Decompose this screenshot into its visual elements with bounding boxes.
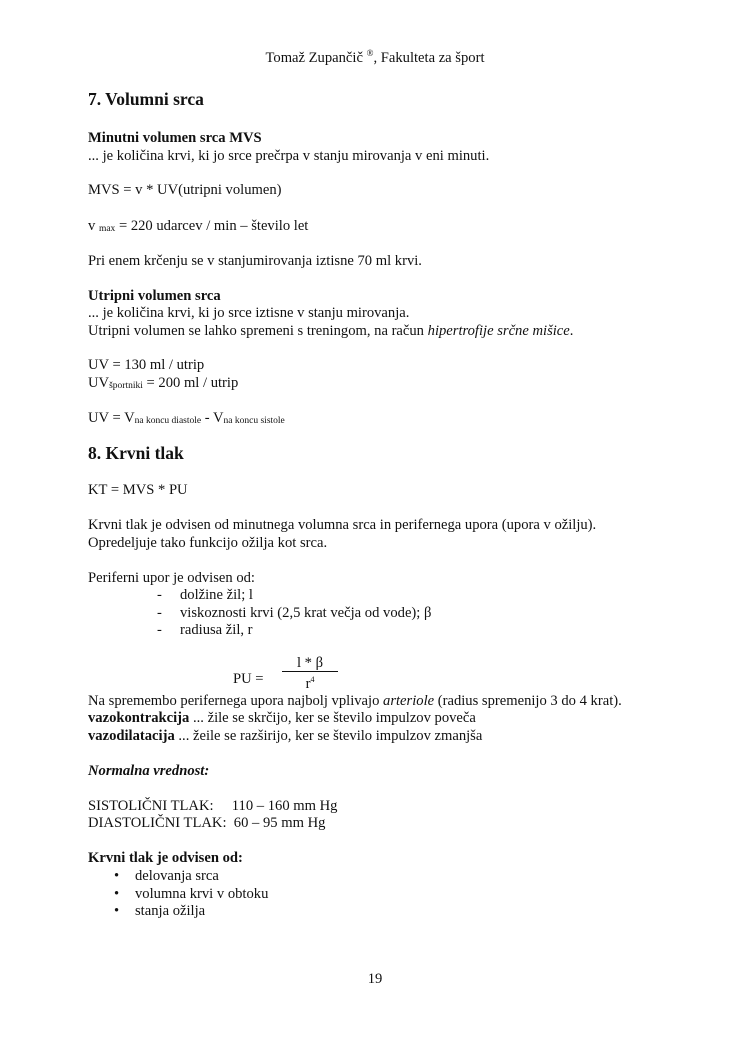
b: (radius spremenijo 3 do 4 krat). xyxy=(434,693,622,709)
para-2: Opredeljuje tako funkcijo ožilja kot srca. xyxy=(88,535,328,551)
section-title-8: 8. Krvni tlak xyxy=(88,443,184,463)
end: . xyxy=(569,323,574,339)
mvs-heading: Minutni volumen srca MVS xyxy=(88,130,262,146)
depends-heading: Krvni tlak je odvisen od: xyxy=(88,850,243,866)
denominator xyxy=(282,672,338,692)
pu-heading: Periferni upor je odvisen od: xyxy=(88,570,255,586)
uv-130: UV = 130 ml / utrip xyxy=(88,357,205,373)
bullet-item: • stanja ožilja xyxy=(114,903,206,919)
b: = 200 ml / utrip xyxy=(142,375,239,391)
a: Na spremembo perifernega upora najbolj vplivajo xyxy=(88,693,384,709)
kt-formula: KT = MVS * PU xyxy=(88,482,188,498)
systolic: SISTOLIČNI TLAK: 110 – 160 mm Hg xyxy=(88,798,338,814)
dash-item: - dolžine žil; l xyxy=(157,587,253,603)
numerator: l * β xyxy=(296,655,324,671)
v: v xyxy=(88,218,96,234)
item-text: stanja ožilja xyxy=(135,903,206,919)
item-text: dolžine žil; l xyxy=(180,587,253,603)
b: - V xyxy=(201,410,224,426)
uv-sportniki xyxy=(88,374,238,395)
r: r xyxy=(305,675,311,692)
bullet-item: • delovanja srca xyxy=(114,868,219,884)
item-text: radiusa žil, r xyxy=(180,622,253,638)
arteriole-text xyxy=(88,692,622,710)
mvs-formula: MVS = v * UV(utripni volumen) xyxy=(88,182,282,198)
pu-lhs: PU = xyxy=(233,671,264,687)
pu-fraction xyxy=(282,655,338,692)
item-text: delovanja srca xyxy=(135,868,219,884)
mvs-definition: ... je količina krvi, ki jo srce prečrpa v stanju mirovanja v eni minuti. xyxy=(88,148,490,164)
page-number: 19 xyxy=(367,971,383,987)
dash-item: - viskoznosti krvi (2,5 krat večja od vode); β xyxy=(157,605,432,621)
term: vazodilatacija xyxy=(88,728,175,744)
uv-training xyxy=(88,322,573,340)
uv-diff xyxy=(88,409,285,430)
vazokontrakcija xyxy=(88,709,476,727)
uv-definition: ... je količina krvi, ki jo srce iztisne v stanju mirovanja. xyxy=(88,305,410,321)
author: Tomaž Zupančič xyxy=(265,49,363,66)
section-title-7: 7. Volumni srca xyxy=(88,89,204,109)
sub: športniki xyxy=(109,381,143,391)
sub1: na koncu diastole xyxy=(134,416,202,426)
vazodilatacija xyxy=(88,727,482,745)
sub: max xyxy=(98,224,116,234)
item-text: volumna krvi v obtoku xyxy=(135,886,269,902)
stroke-text: Pri enem krčenju se v stanjumirovanja iztisne 70 ml krvi. xyxy=(88,253,422,269)
registered-mark: ® xyxy=(366,48,374,58)
para-1: Krvni tlak je odvisen od minutnega volumna srca in perifernega upora (upora v ožilju). xyxy=(88,517,597,533)
desc: ... žile se skrčijo, ker se število impulzov poveča xyxy=(189,710,476,726)
a: UV xyxy=(88,375,110,391)
a: UV = V xyxy=(88,410,135,426)
item-text: viskoznosti krvi (2,5 krat večja od vode); β xyxy=(180,605,432,621)
faculty: , Fakulteta za šport xyxy=(373,49,485,66)
diastolic: DIASTOLIČNI TLAK: 60 – 95 mm Hg xyxy=(88,815,326,831)
t: Utripni volumen se lahko spremeni s treningom, na račun xyxy=(88,323,428,339)
italic: hipertrofije srčne mišice xyxy=(427,323,570,339)
italic: arteriole xyxy=(383,693,435,709)
desc: ... žeile se razširijo, ker se število impulzov zmanjša xyxy=(174,728,483,744)
sub2: na koncu sistole xyxy=(223,416,285,426)
uv-heading: Utripni volumen srca xyxy=(88,288,221,304)
vmax-formula xyxy=(88,217,308,238)
bullet-item: • volumna krvi v obtoku xyxy=(114,886,269,902)
rest: = 220 udarcev / min – število let xyxy=(115,218,309,234)
normal-heading: Normalna vrednost: xyxy=(88,763,210,779)
exp: 4 xyxy=(310,675,315,684)
term: vazokontrakcija xyxy=(88,710,190,726)
page-header xyxy=(0,44,750,67)
dash-item: - radiusa žil, r xyxy=(157,622,253,638)
